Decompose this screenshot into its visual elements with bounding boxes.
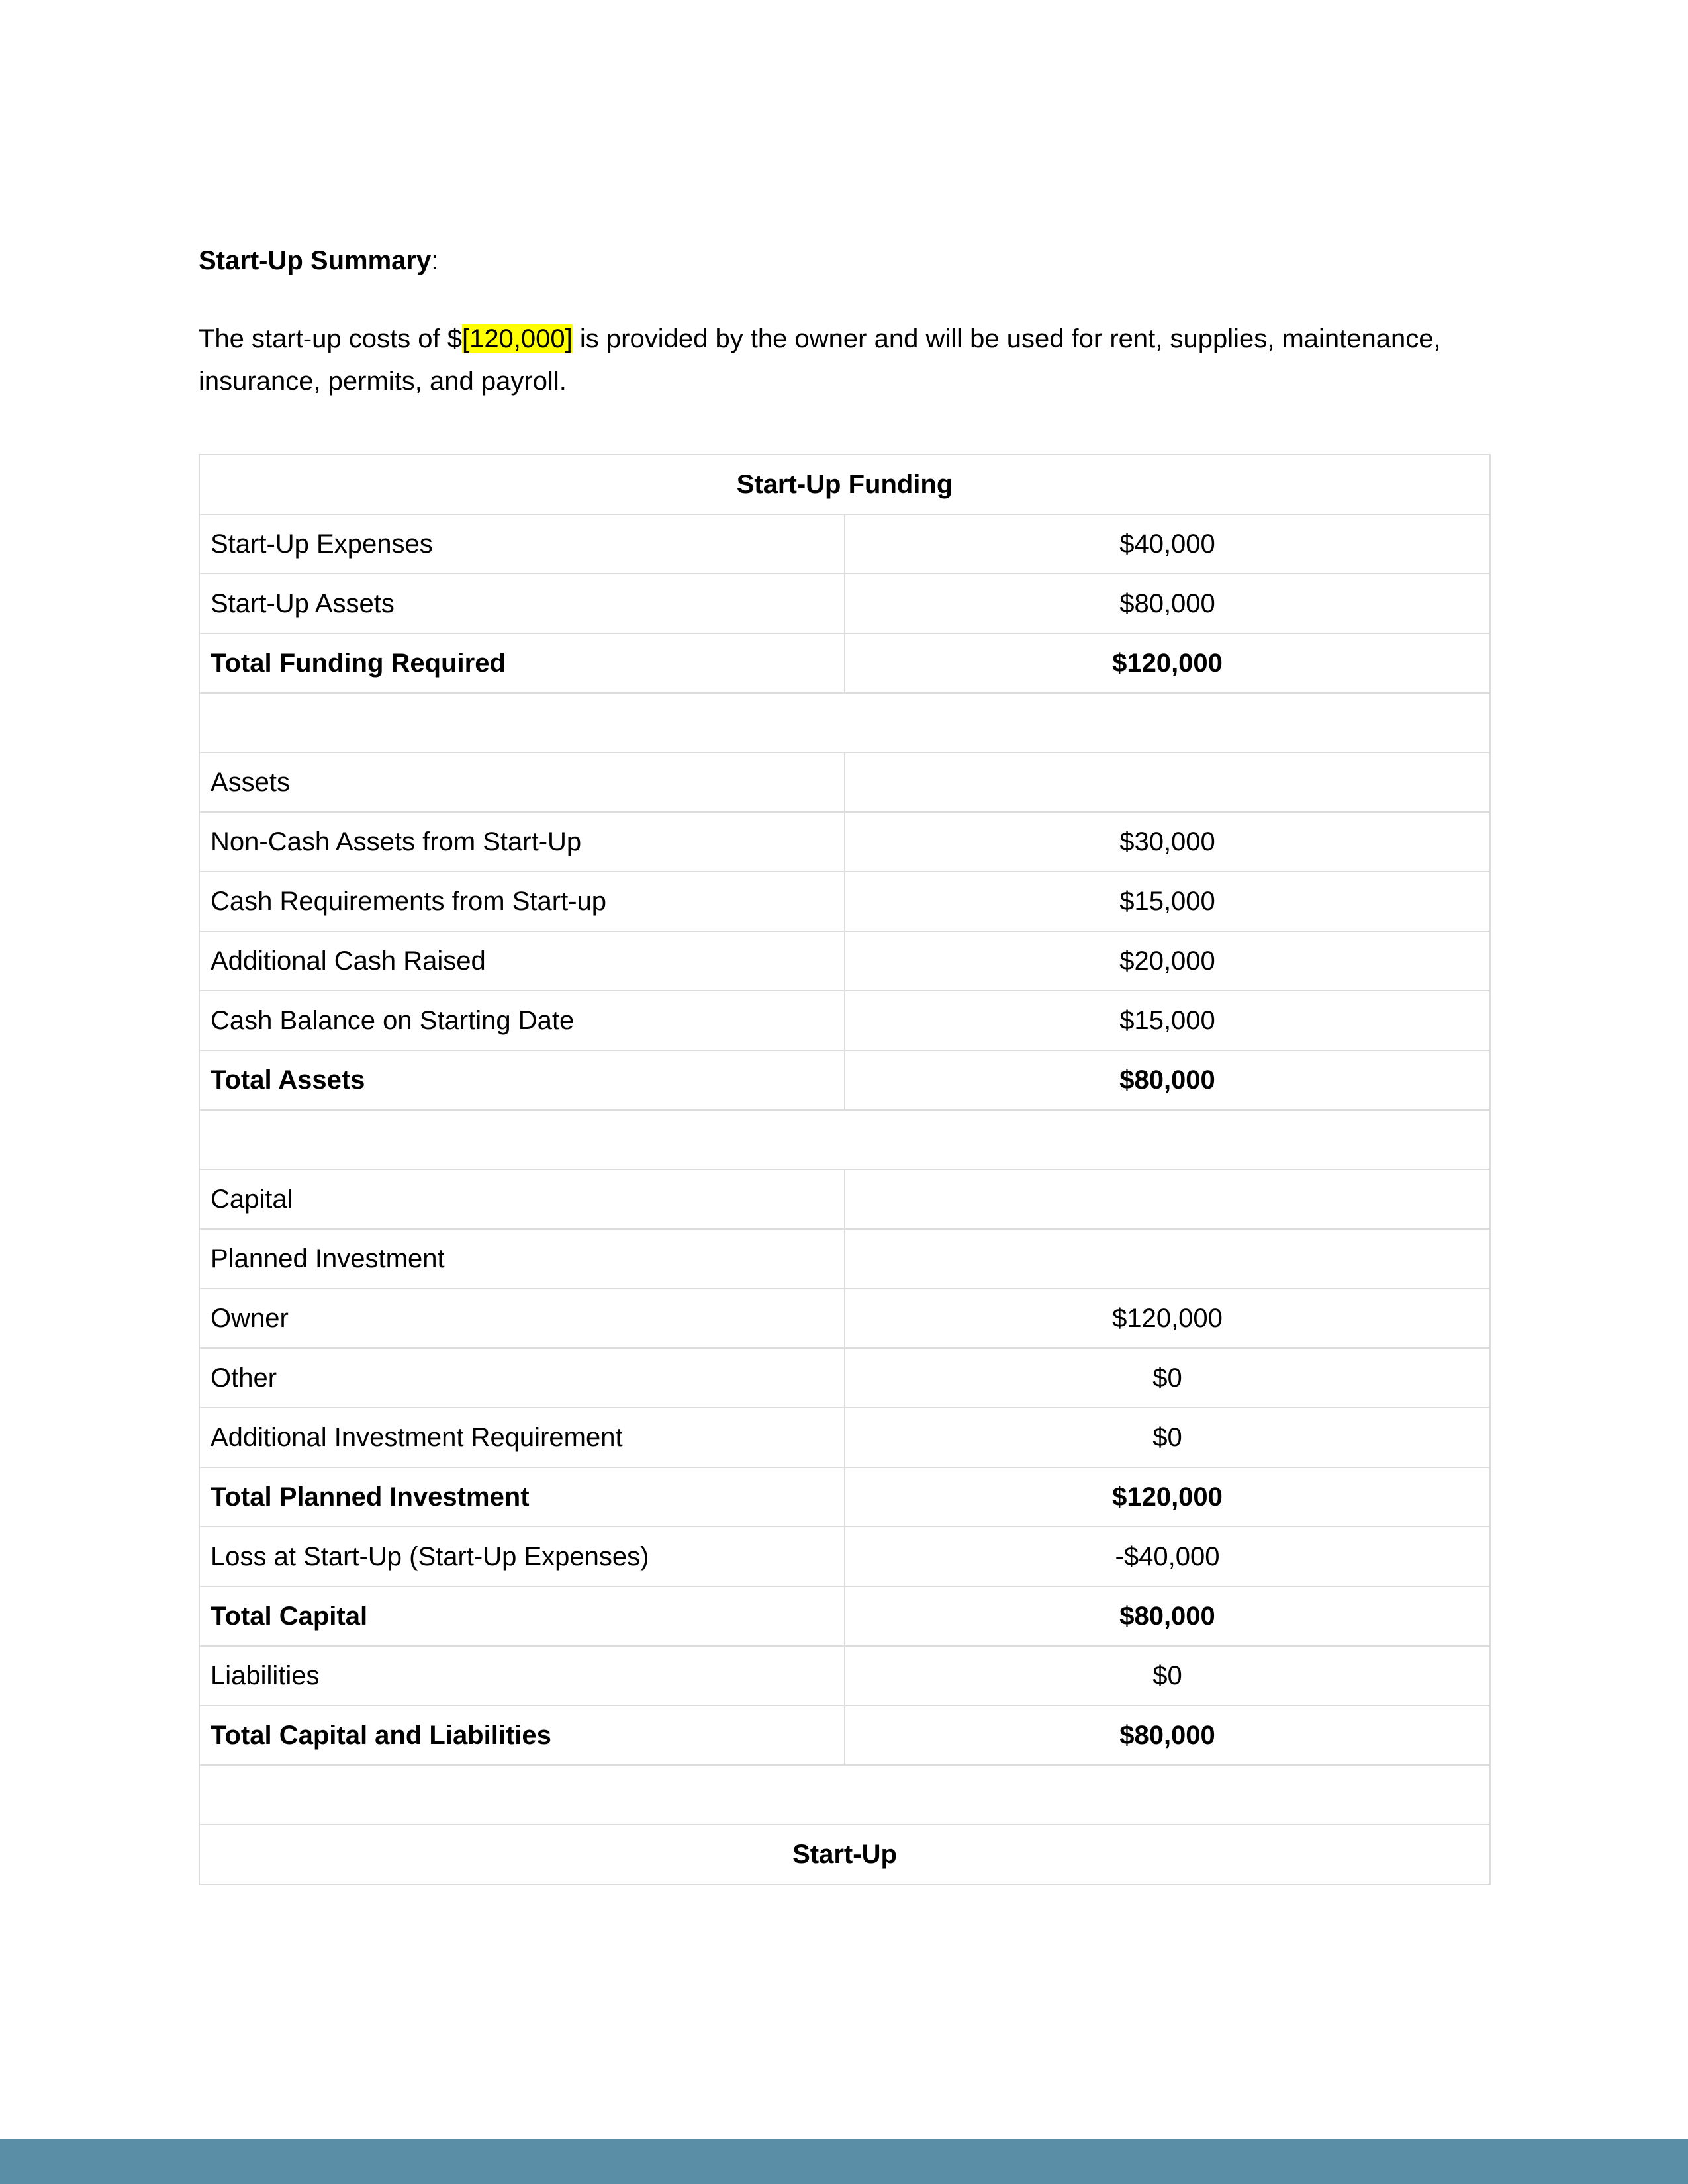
row-label: Total Planned Investment (199, 1467, 845, 1527)
row-label: Additional Investment Requirement (199, 1408, 845, 1467)
table-row (199, 1289, 1490, 1348)
row-value: $80,000 (845, 1050, 1490, 1110)
table-total-row (199, 1586, 1490, 1646)
startup-funding-table (199, 454, 1491, 1885)
row-label: Total Funding Required (199, 633, 845, 693)
row-label: Additional Cash Raised (199, 931, 845, 991)
table-spacer-row (199, 1765, 1490, 1825)
row-value: $80,000 (845, 574, 1490, 633)
row-value: $0 (845, 1646, 1490, 1706)
row-value (845, 752, 1490, 812)
row-value: $120,000 (845, 633, 1490, 693)
document-page (199, 238, 1491, 1869)
row-value: $0 (845, 1408, 1490, 1467)
footer-bar (0, 2139, 1688, 2184)
row-label: Total Capital (199, 1586, 845, 1646)
row-value: $15,000 (845, 872, 1490, 931)
row-value (845, 1229, 1490, 1289)
row-value: $80,000 (845, 1586, 1490, 1646)
table-spacer-row (199, 1110, 1490, 1169)
intro-text-after: is provided by the owner and will be used for rent, supplies, maintenance, insurance, permits, and payroll. (199, 324, 1441, 396)
table-row (199, 1527, 1490, 1586)
table-row (199, 1408, 1490, 1467)
table-row (199, 514, 1490, 574)
row-value: -$40,000 (845, 1527, 1490, 1586)
spacer-cell (199, 1110, 1490, 1169)
row-label: Start-Up Assets (199, 574, 845, 633)
row-label: Owner (199, 1289, 845, 1348)
table-row (199, 1348, 1490, 1408)
row-label: Other (199, 1348, 845, 1408)
row-label: Liabilities (199, 1646, 845, 1706)
table-footer: Start-Up (199, 1825, 1490, 1884)
table-row (199, 752, 1490, 812)
row-value: $20,000 (845, 931, 1490, 991)
row-value: $15,000 (845, 991, 1490, 1050)
table-spacer-row (199, 693, 1490, 752)
intro-paragraph (199, 318, 1491, 402)
row-label: Cash Requirements from Start-up (199, 872, 845, 931)
row-label: Loss at Start-Up (Start-Up Expenses) (199, 1527, 845, 1586)
row-value (845, 1169, 1490, 1229)
section-title: Start-Up Summary (199, 246, 432, 275)
table-row (199, 931, 1490, 991)
row-value: $80,000 (845, 1706, 1490, 1765)
table-total-row (199, 633, 1490, 693)
highlighted-amount: [120,000] (461, 324, 573, 353)
row-value: $120,000 (845, 1289, 1490, 1348)
row-label: Cash Balance on Starting Date (199, 991, 845, 1050)
row-label: Non-Cash Assets from Start-Up (199, 812, 845, 872)
row-value: $30,000 (845, 812, 1490, 872)
row-label: Start-Up Expenses (199, 514, 845, 574)
section-title-colon: : (431, 246, 439, 275)
row-value: $40,000 (845, 514, 1490, 574)
table-total-row (199, 1050, 1490, 1110)
table-footer-row (199, 1825, 1490, 1884)
table-row (199, 812, 1490, 872)
row-value: $0 (845, 1348, 1490, 1408)
intro-text-before: The start-up costs of $ (199, 324, 462, 353)
row-value: $120,000 (845, 1467, 1490, 1527)
table-title: Start-Up Funding (199, 455, 1490, 514)
row-label: Total Assets (199, 1050, 845, 1110)
table-total-row (199, 1467, 1490, 1527)
section-heading (199, 238, 1491, 283)
table-row (199, 1646, 1490, 1706)
row-label: Total Capital and Liabilities (199, 1706, 845, 1765)
table-title-row (199, 455, 1490, 514)
table-row (199, 574, 1490, 633)
row-label: Capital (199, 1169, 845, 1229)
table-row (199, 991, 1490, 1050)
spacer-cell (199, 693, 1490, 752)
table-row (199, 1229, 1490, 1289)
table-row (199, 872, 1490, 931)
table-row (199, 1169, 1490, 1229)
spacer-cell (199, 1765, 1490, 1825)
table-total-row (199, 1706, 1490, 1765)
row-label: Assets (199, 752, 845, 812)
row-label: Planned Investment (199, 1229, 845, 1289)
